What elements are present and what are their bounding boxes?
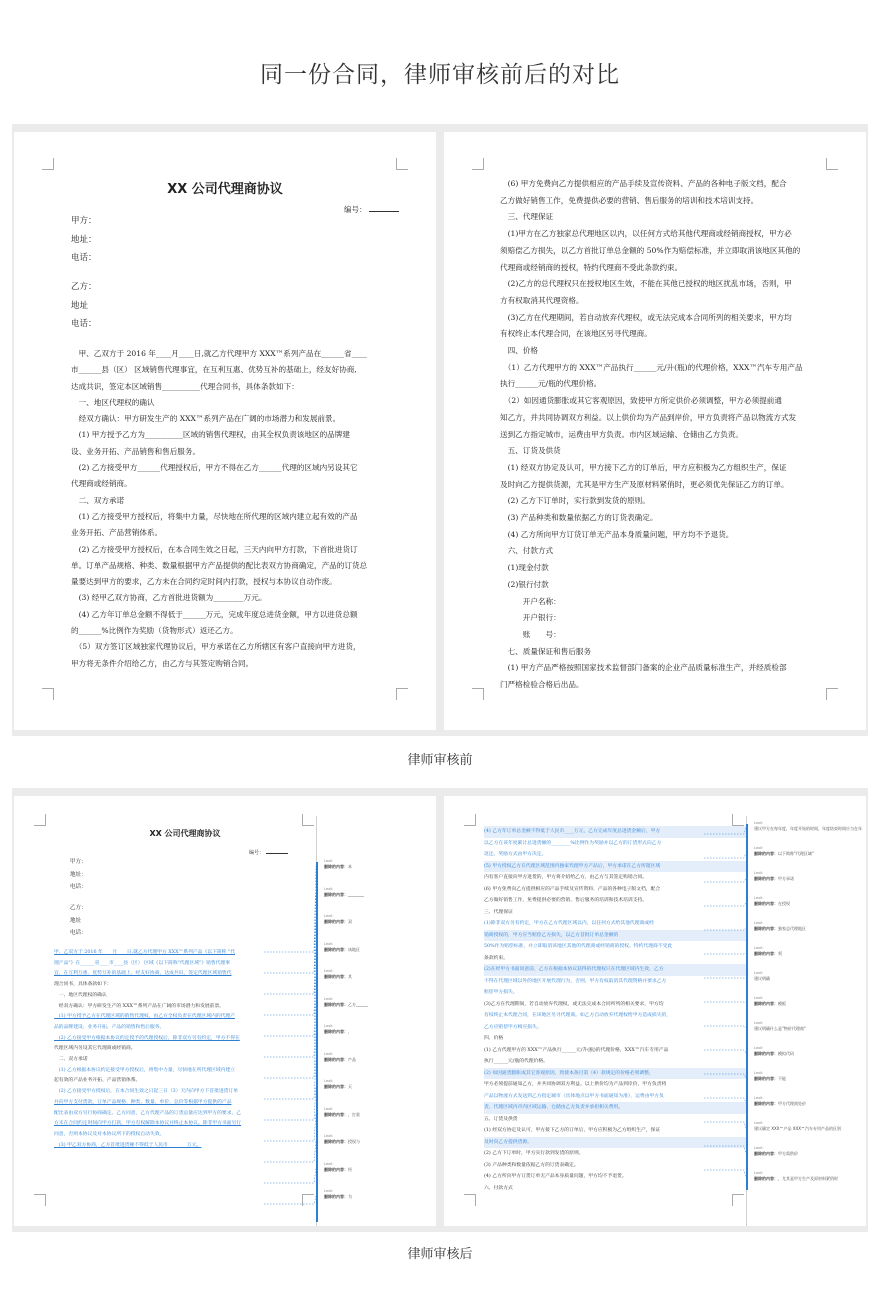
- comment-text: 甲方需供价: [778, 1151, 798, 1156]
- comment-author: Lexit: [324, 1051, 333, 1056]
- text-line: 须赔偿乙方损失，以乙方首批订单总金额的 50%作为赔偿标准，并立即取消该地区其他的: [500, 245, 801, 255]
- text-line: （2）如因通货膨胀或其它客观原因，致使甲方所定供价必须调整，甲方必须提前通: [500, 396, 782, 406]
- text-line: 配比表由双方另行协商确定。乙方同意，乙方代理产品的订货总量应达到甲方的要求，乙: [54, 1110, 242, 1116]
- review-comment[interactable]: [324, 968, 432, 980]
- text-line: 方有权取消其代理资格。: [500, 295, 584, 305]
- comment-author: Lexit: [324, 914, 333, 918]
- comment-label: 删除的内容：: [754, 1151, 778, 1156]
- comment-label: 删除的内容：: [754, 876, 778, 881]
- crop-mark: [396, 688, 408, 700]
- page-heading: 同一份合同，律师审核前后的对比: [260, 62, 620, 88]
- text-line: 乙方应赔偿甲方相应损失。: [484, 1024, 542, 1030]
- review-comment[interactable]: [754, 870, 862, 882]
- review-comment[interactable]: [324, 1078, 432, 1090]
- text-line: 三、代理保证: [500, 212, 554, 222]
- comment-label: 删除的内容：: [324, 1139, 348, 1144]
- comment-label: 删除的内容：: [324, 891, 348, 897]
- review-comment[interactable]: [754, 1095, 862, 1107]
- text-line: 开户银行：: [500, 613, 561, 623]
- comment-author: Lexit: [324, 1189, 333, 1193]
- comment-text: 模拟代码: [778, 1051, 794, 1056]
- doc-page-before-1: [14, 132, 436, 730]
- crop-mark: [732, 1194, 744, 1206]
- comment-text: 本: [348, 864, 352, 869]
- text-line: (6) 甲方免费向乙方提供相应的产品手续及宣传资料、产品的各种电子版文档，配合: [500, 179, 787, 188]
- text-line: 甲、乙双方于 2016 年____月____日,就乙方代理甲方 XXX™系列产品《以下简称 "代: [54, 950, 235, 955]
- doc-title: XX 公司代理商协议: [167, 182, 283, 197]
- text-line: 五、订货及供货: [500, 446, 561, 456]
- text-line: 代理商或经销商。: [71, 479, 132, 489]
- comment-label: 删除的内容：: [324, 946, 348, 952]
- text-line: 及时向乙方提供货源。: [484, 1137, 746, 1149]
- text-line: (2) 乙方接受甲方根据本协议约定授予的代理授权后，除非双方另有约定，甲方不得在: [54, 1035, 240, 1041]
- crop-mark: [826, 688, 838, 700]
- review-comment[interactable]: [754, 995, 862, 1007]
- comment-author: Lexit: [754, 946, 763, 950]
- text-line: 七、质量保证和售后服务: [500, 646, 592, 656]
- text-line: 经双方确认：甲方研发生产的 XXX™系列产品在广阔的市场潜力和发展前景。: [71, 414, 341, 424]
- text-line: 同意，否则本协议及对本协议所下的授权自动失效。: [54, 1131, 165, 1137]
- text-line: 起有效的产品业务开拓、产品营销体系。: [54, 1078, 141, 1084]
- comment-label: 删除的内容：: [754, 1001, 778, 1006]
- text-line: (1) 乙方根据本协议约定接受甲方授权后，将集中力量，尽快地在所代理区域内建立: [54, 1067, 236, 1073]
- text-line: 四、价格: [484, 1036, 504, 1041]
- text-line: 执行______元/瓶的代理价格。: [484, 1059, 548, 1064]
- text-line: 宜，在互利互惠、优势互补的基础上，经友好协商，达成共识，签定代理区域销售代: [54, 971, 232, 977]
- text-line: (1) 经双方协定及认可，甲方接下乙方的订单后，甲方应积极为乙方组织生产，保证: [500, 462, 787, 472]
- review-comment[interactable]: [754, 920, 862, 932]
- doc-title: XX 公司代理商协议: [149, 829, 221, 838]
- comment-text: ，打款: [348, 1111, 360, 1117]
- comment-text: 建议确定 XXX™产品 XXX™汽车专用产品的区别: [754, 1126, 841, 1131]
- caption-before: 律师审核前: [407, 753, 473, 768]
- review-comment[interactable]: [324, 1106, 432, 1118]
- text-line: (2) 乙方接受甲方______代理授权后，甲方不得在乙方______代理的区域内另设其它: [71, 463, 358, 473]
- comment-author: Lexit: [324, 1134, 333, 1138]
- text-line: 返还。奖励方式由甲方决定。: [484, 852, 547, 857]
- text-line: 销商授权的，甲方应当赔偿乙方损失，以乙方首批订单总金额的: [484, 930, 746, 942]
- text-line: (3) 产品种类和数量依据乙方的订货表确定。: [484, 1162, 579, 1168]
- review-comment[interactable]: [324, 1161, 432, 1173]
- text-line: (1) 乙方接受甲方授权后，将集中力量，尽快地在所代理的区域内建立起有效的产品: [71, 511, 358, 521]
- text-line: (3) 经甲乙双方协商，乙方首批进货额为________万元。: [71, 593, 267, 603]
- review-comment[interactable]: [324, 886, 432, 898]
- comment-label: 删除的内容：: [754, 1076, 778, 1081]
- contract-body: [500, 176, 803, 694]
- text-line: (1) 甲方授予乙方为__________区域的销售代理权，由其全权负责该地区的品牌建: [71, 430, 350, 440]
- comment-label: 删除的内容：: [324, 1194, 348, 1199]
- comment-text: 该地区: [348, 946, 360, 952]
- text-line: 乙方做好销售工作，免费提供必要的营销、售后服务的培训和技术培训支持。: [500, 195, 759, 205]
- comment-text: 不能: [778, 1076, 786, 1081]
- comment-author: Lexit: [754, 896, 763, 900]
- text-line: 理合同书，具体条款如下：: [54, 982, 112, 988]
- crop-mark: [34, 1194, 46, 1206]
- comment-label: 删除的内容：: [754, 926, 778, 931]
- review-comment[interactable]: [754, 1120, 862, 1132]
- comment-text: ________: [348, 891, 364, 897]
- text-line: 甲方将无条件介绍给乙方，由乙方与其签定购销合同。: [71, 658, 254, 668]
- text-line: 内有客户直接向甲方进货的，甲方将介绍给乙方，由乙方与其签定购销合同。: [484, 875, 648, 880]
- text-line: 并向甲方支付货款，订单产品规格、种类、数量、单价、总价等根据甲方提供的产品: [54, 1099, 232, 1105]
- text-line: 账 号：: [500, 629, 561, 639]
- review-comment[interactable]: [754, 970, 862, 982]
- comment-text: 须: [778, 951, 782, 956]
- text-line: (2)在经甲方书面同意前，乙方在根据本协议获得的代理权只在代理区域内生效，乙方: [484, 964, 746, 976]
- text-line: 开户名称：: [500, 596, 561, 606]
- text-line: 经双方确认：甲方研发生产的 XXX™系列产品在广阔的市场潜力和发展前景。: [54, 1003, 225, 1009]
- text-line: (2) 乙方下订单时，甲方实行款到发货的原则。: [484, 1151, 584, 1156]
- review-comment[interactable]: [324, 1133, 432, 1145]
- comment-label: 删除的内容：: [324, 1111, 348, 1117]
- comment-author: Lexit: [754, 1171, 763, 1175]
- text-line: 门严格检验合格后出品。: [500, 680, 584, 690]
- text-line: (3)乙方在代理期间，若自动放弃代理权，或无法完成本合同所列的相关要求，甲方均: [484, 1001, 664, 1007]
- text-line: 设、业务开拓、产品销售和售后服务。: [71, 446, 201, 456]
- comment-text: 甲方代理商处价: [778, 1101, 806, 1106]
- comment-author: Lexit: [754, 871, 763, 875]
- tracked-body: [54, 948, 316, 1151]
- text-line: 代理商或经销商的授权，特约代理商不受此条款约束。: [500, 262, 683, 272]
- party-b-fields: 乙方： 地址 电话：: [71, 282, 97, 330]
- crop-mark: [396, 158, 408, 170]
- crop-mark: [42, 688, 54, 700]
- comment-author: Lexit: [324, 969, 333, 973]
- text-line: 不得在代理区域以外的地区开展代理行为，否则，甲方有权取消其代理资格并要求乙方: [484, 978, 667, 984]
- doc-page-after-2: [444, 796, 866, 1226]
- text-line: (1) 经双方协定及认可，甲方接下乙方的订单后，甲方应积极为乙方组织生产，保证: [484, 1128, 661, 1133]
- comment-text: 在授权: [778, 901, 790, 906]
- text-line: (1) 甲方产品严格按照国家技术监督部门备案的企业产品质量标准生产，并经质检部: [500, 663, 787, 673]
- text-line: (2) 乙方接受甲方授权后，在本合同生效之日起，三天内向甲方打款，下首批进货订: [71, 544, 358, 554]
- text-line: 产品以物流方式发送到乙方指定城市（具体地点以甲方书面通知为准），运费由甲方负: [484, 1093, 664, 1099]
- crop-mark: [34, 814, 46, 826]
- text-line: 一、地区代理权的确认: [71, 397, 155, 407]
- comment-label: 删除的内容：: [324, 1166, 348, 1172]
- comment-text: 甲方承诺: [778, 876, 794, 881]
- text-line: 量要达到甲方的要求，乙方未在合同约定时间内打款，授权与本协议自动作废。: [71, 577, 337, 587]
- comment-label: 删除的内容：: [754, 1051, 778, 1056]
- comment-author: Lexit: [324, 1161, 333, 1166]
- tracked-body: [484, 826, 746, 1194]
- text-line: 六、付款方式: [484, 1185, 513, 1191]
- comment-author: Lexit: [754, 846, 763, 850]
- review-comment[interactable]: [754, 1170, 862, 1182]
- crop-mark: [472, 158, 484, 170]
- comment-text: 独家总代理地区: [778, 926, 806, 931]
- text-line: (3) 产品种类和数量依据乙方的订货表确定。: [500, 513, 658, 523]
- comment-author: Lexit: [754, 821, 763, 825]
- comment-author: Lexit: [324, 1079, 333, 1083]
- text-line: (1) 甲方授予乙方在代理区域的销售代理权，由乙方全权负责在代理区域内的代理产: [54, 1014, 236, 1020]
- doc-page-after-1: [14, 796, 436, 1226]
- crop-mark: [826, 158, 838, 170]
- text-line: (4) 乙方所向甲方订货订单无产品本身质量问题，甲方均不予退货。: [484, 1174, 627, 1179]
- text-line: (3) 甲乙双方协商，乙方首批进货额不得低于人民币________万元。: [54, 1142, 202, 1148]
- text-line: 有权终止本代理合同，在该地区另寻代理商。: [500, 329, 652, 339]
- review-comment[interactable]: [324, 913, 432, 925]
- review-comment[interactable]: [324, 941, 432, 953]
- text-line: (1) 乙方代理甲方的 XXX™产品执行______元/升(瓶)的代理价格，XXX™汽车专用产品: [484, 1047, 669, 1053]
- comment-label: 删除的内容：: [754, 901, 778, 906]
- text-line: 送到乙方指定城市，运费由甲方负责。市内区域运输、仓储由乙方负责。: [500, 429, 743, 439]
- text-line: 品的品牌建设、业务开拓、产品的销售和售后服务。: [54, 1024, 165, 1030]
- text-line: 六、付款方式: [500, 546, 554, 556]
- text-line: 甲、乙双方于 2016 年____月____日,就乙方代理甲方 XXX™系列产品在______省____: [71, 349, 367, 358]
- text-line: 知乙方，并共同协调双方利益。以上供价均为产品到岸价，甲方负责将产品以物流方式发: [500, 412, 797, 422]
- crop-mark: [42, 158, 54, 170]
- comment-text: 建议甲方在每年度，年度开始的时间，年度结束时间应当在年: [754, 826, 862, 831]
- review-comment[interactable]: [754, 895, 862, 907]
- party-a-fields: 甲方： 地址： 电话：: [71, 216, 97, 264]
- comment-author: Lexit: [324, 1024, 333, 1028]
- comment-rail: [746, 824, 748, 1190]
- party-b-fields: 乙方： 地址 电话：: [70, 905, 87, 937]
- comment-text: 模板: [778, 1001, 786, 1006]
- review-comment[interactable]: [754, 1045, 862, 1057]
- text-line: (2) 乙方接受甲方授权后，在本合同生效之日起三日（3）天内向甲方下首批进货订单: [54, 1089, 239, 1095]
- text-line: 50%作为赔偿标准，并立即取消该地区其他的代理商或经销商的授权。特约代理商不受此: [484, 944, 673, 949]
- review-comment[interactable]: [324, 1051, 432, 1063]
- comment-author: Lexit: [754, 1071, 763, 1075]
- review-comment[interactable]: [754, 1070, 862, 1082]
- caption-after: 律师审核后: [407, 1247, 473, 1262]
- comment-margin[interactable]: [316, 816, 436, 1226]
- text-line: (1)现金付款: [500, 563, 549, 573]
- comment-author: Lexit: [754, 971, 763, 975]
- comment-author: Lexit: [754, 996, 763, 1000]
- text-line: (1)除非双方另有约定，甲方在乙方代理区域以内，以任何方式给其他代理商或经: [484, 921, 654, 926]
- text-line: 二、双方承诺: [54, 1057, 88, 1063]
- text-line: (3)乙方在代理期间，若自动放弃代理权，或无法完成本合同所列的相关要求，甲方均: [500, 312, 792, 322]
- serial-number: 编号：: [249, 849, 288, 856]
- crop-mark: [302, 814, 314, 826]
- crop-mark: [472, 688, 484, 700]
- comment-text: ，尤其是甲方生产及原材料紧俏时: [778, 1176, 838, 1181]
- comment-label: 删除的内容：: [754, 851, 778, 856]
- text-line: 五、订货及供货: [484, 1116, 518, 1122]
- comment-author: Lexit: [754, 1146, 763, 1150]
- comment-author: Lexit: [754, 1096, 763, 1100]
- text-line: 方未在合同约定时间向甲方打款，甲方有权解除本协议并终止本协议。除非甲方书面另行: [54, 1121, 242, 1127]
- text-line: (4) 乙方所向甲方订货订单无产品本身质量问题，甲方均不予退货。: [500, 529, 734, 539]
- text-line: 理产品"》在______省____市____县（区） 区域《以下简称"代理区域"》销售代理事: [54, 960, 231, 966]
- text-line: 甲方必须提前通知乙方，并共同协调双方利益。以上供价均为产品到岸价，甲方负责将: [484, 1082, 667, 1087]
- text-line: (4) 乙方年订单总金额不得低于人民币____万元，乙方完成年度总进货金额后，甲方: [484, 826, 746, 838]
- crop-mark: [464, 814, 476, 826]
- text-line: 及时向乙方提供货源，尤其是甲方生产及原材料紧俏时，更必须优先保证乙方的订单。: [500, 479, 789, 489]
- text-line: 有权终止本代理合同，在该地区另寻代理商。如乙方自动放弃代理权给甲方造成损失的，: [484, 1013, 672, 1018]
- text-line: （5）双方签订区域独家代理协议后，甲方承诺在乙方所辖区有客户直接向甲方进货，: [71, 642, 361, 652]
- text-line: 达成共识，签定本区域销售__________代理合同书，具体条款如下：: [71, 381, 299, 391]
- comment-author: Lexit: [754, 1046, 763, 1050]
- review-comment[interactable]: [754, 945, 862, 957]
- text-line: 以乙方在该年度累计总进货额的________%比例作为奖励并以乙方的订货形式向乙方: [484, 840, 662, 846]
- comment-label: 删除的内容：: [324, 1001, 348, 1007]
- comment-text: 以下简称"代理区域": [778, 851, 814, 856]
- comment-text: 产品: [348, 1056, 356, 1062]
- comment-text: 建议明确: [754, 976, 770, 981]
- review-comment[interactable]: [324, 996, 432, 1008]
- text-line: (6) 甲方免费向乙方提供相应的产品手续及宣传资料、产品的各种电子版文档，配合: [484, 886, 661, 892]
- text-line: (1)甲方在乙方独家总代理地区以内，以任何方式给其他代理商或经销商授权，甲方必: [500, 229, 792, 239]
- comment-label: 删除的内容：: [754, 1101, 778, 1106]
- text-line: （1）乙方代理甲方的 XXX™产品执行______元/升(瓶)的代理价格，XXX™汽车专用产品: [500, 362, 803, 372]
- comment-author: Lexit: [754, 1021, 763, 1025]
- comment-label: 删除的内容：: [324, 919, 348, 924]
- comment-label: 删除的内容：: [754, 1176, 778, 1181]
- comment-author: Lexit: [754, 1121, 763, 1125]
- text-line: (5) 甲方授权乙方在代理区域范围内独家代理甲方产品后，甲方承诺在乙方所辖区域: [484, 861, 746, 873]
- comment-text: 其: [348, 974, 352, 979]
- review-comment[interactable]: [324, 858, 432, 870]
- text-line: 二、双方承诺: [71, 495, 125, 505]
- text-line: (2) 如因通货膨胀或其它客观原因，致使本条目第（4）款规定的价格必须调整，: [484, 1068, 746, 1080]
- comment-author: Lexit: [324, 859, 333, 863]
- review-comment[interactable]: [324, 1188, 432, 1200]
- text-line: 四、价格: [500, 346, 538, 356]
- text-line: 的______%比例作为奖励（货物形式）返还乙方。: [71, 626, 238, 636]
- crop-mark: [732, 814, 744, 826]
- comment-author: Lexit: [324, 886, 333, 891]
- text-line: (2) 乙方下订单时，实行款到发货的原则。: [500, 496, 650, 506]
- text-line: 单。订单产品规格、种类、数量根据甲方产品提供的配比表双方协商确定，产品的订货总: [71, 560, 368, 570]
- text-line: (2)乙方的总代理权只在授权地区生效，不能在其他已授权的地区扰乱市场，否则，甲: [500, 279, 792, 289]
- comment-text: 建议明确什么是"物价代理商": [754, 1026, 806, 1031]
- comment-text: 为: [348, 1194, 352, 1199]
- crop-mark: [464, 1194, 476, 1206]
- comment-text: 乙方______: [348, 1001, 368, 1007]
- review-comment[interactable]: [754, 1020, 862, 1032]
- party-a-fields: 甲方： 地址： 电话：: [70, 859, 87, 891]
- comment-margin[interactable]: [746, 816, 866, 1226]
- text-line: (4) 乙方年订单总金额不得低于______万元，完成年度总进货金额，甲方以进货总额: [71, 609, 358, 619]
- comment-text: 天: [348, 1084, 352, 1089]
- text-line: 乙方做好销售工作，免费提供必要的营销、售后服务的培训和技术培训支持。: [484, 898, 648, 903]
- text-line: 三、代理保证: [484, 909, 513, 915]
- text-line: 业务开拓、产品营销体系。: [71, 528, 163, 538]
- comment-label: 删除的内容：: [324, 974, 348, 979]
- text-line: (2)银行付款: [500, 579, 549, 589]
- text-line: 一、地区代理权的确认: [54, 992, 107, 998]
- text-line: 市______县（区） 区域销售代理事宜，在互利互惠、优势互补的基础上，经友好协商,: [71, 365, 357, 375]
- comment-author: Lexit: [324, 941, 333, 946]
- review-comment[interactable]: [754, 845, 862, 857]
- serial-number: 编号：: [344, 204, 399, 215]
- comment-label: 删除的内容：: [324, 864, 348, 869]
- text-line: 执行______元/瓶的代理价格。: [500, 379, 602, 389]
- comment-author: Lexit: [754, 921, 763, 925]
- text-line: 条款约束。: [484, 955, 508, 961]
- comment-text: 双: [348, 919, 352, 924]
- contract-body: [71, 346, 367, 672]
- review-comment[interactable]: [754, 820, 862, 832]
- comment-text: ，: [348, 1029, 352, 1034]
- comment-label: 删除的内容：: [324, 1056, 348, 1062]
- review-comment[interactable]: [324, 1023, 432, 1035]
- comment-author: Lexit: [324, 996, 333, 1001]
- comment-label: 删除的内容：: [754, 951, 778, 956]
- comment-label: 删除的内容：: [324, 1029, 348, 1034]
- comment-rail: [316, 862, 318, 1222]
- text-line: 责。代理区域内市内区域运输、仓储由乙方负责并承担相关费用。: [484, 1102, 746, 1114]
- comment-text: 授权与: [348, 1139, 360, 1144]
- review-comment[interactable]: [754, 1145, 862, 1157]
- comment-label: 删除的内容：: [324, 1084, 348, 1089]
- comment-author: Lexit: [324, 1106, 333, 1111]
- text-line: 赔偿甲方损失。: [484, 990, 518, 995]
- doc-page-before-2: [444, 132, 866, 730]
- text-line: 代理区域内另设其它代理商或经销商。: [54, 1046, 136, 1052]
- comment-text: 经: [348, 1166, 352, 1172]
